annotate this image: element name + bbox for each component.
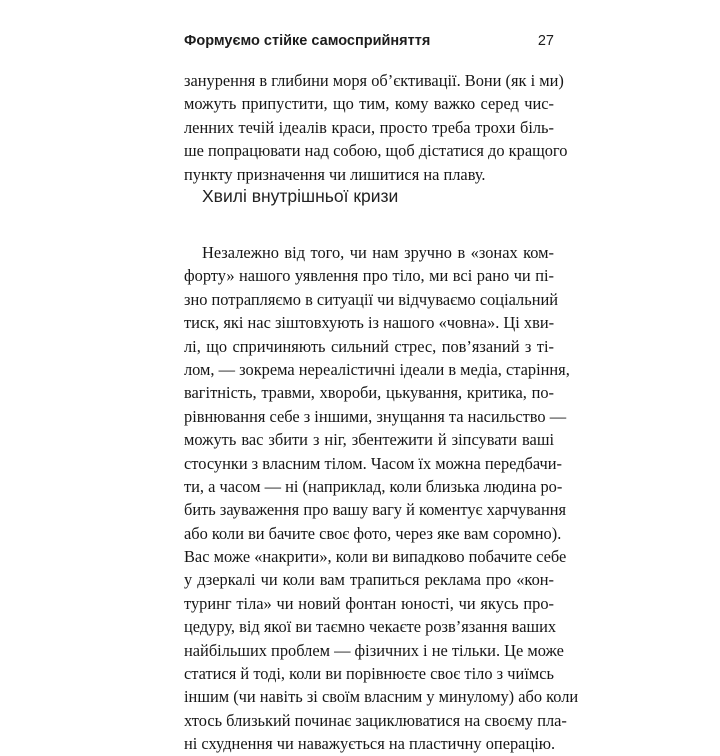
text-line: бить зауваження про вашу вагу й коментує харчування: [184, 500, 567, 520]
text-line: ше попрацювати над собою, щоб дістатися до кращого: [184, 141, 568, 161]
text-line: ти, а часом — ні (наприклад, коли близька людина ро-: [184, 476, 563, 496]
text-line: найбільших проблем — фізичних і не тільки. Це може: [184, 640, 564, 660]
text-line: статися й тоді, коли ви порівнюєте своє тіло з чиїмсь: [184, 664, 554, 684]
text-line: іншим (чи навіть зі своїм власним у минулому) або коли: [184, 687, 579, 707]
text-line: вагітність, травми, хвороби, цькування, критика, по-: [184, 383, 554, 403]
text-line: Незалежно від того, чи нам зручно в «зонах ком-: [202, 243, 554, 262]
text-line: пункту призначення чи лишитися на плаву.: [184, 164, 486, 184]
text-line: форту» нашого уявлення про тіло, ми всі рано чи пі-: [184, 266, 554, 286]
text-line: можуть припустити, що тим, кому важко серед чис-: [184, 94, 554, 114]
paragraph-continuation: [184, 69, 568, 186]
section-heading: Хвилі внутрішньої кризи: [202, 186, 399, 206]
text-line: або коли ви бачите своє фото, через яке вам соромно).: [184, 523, 562, 543]
running-title: Формуємо стійке самосприйняття: [184, 33, 431, 49]
text-line: занурення в глибини моря об’єктивації. Вони (як і ми): [184, 71, 564, 90]
text-line: ні схуднення чи наважується на пластичну операцію.: [184, 734, 556, 754]
text-line: цедуру, від якої ви таємно чекаєте розв’язання ваших: [184, 617, 557, 637]
text-line: можуть вас збити з ніг, збентежити й зіпсувати ваші: [184, 430, 554, 450]
text-line: рівнювання себе з іншими, знущання та насильство —: [184, 406, 567, 426]
text-line: у дзеркалі чи коли вам трапиться реклама про «кон-: [184, 570, 554, 590]
text-line: лом, — зокрема нереалістичні ідеали в медіа, старіння,: [184, 359, 570, 379]
text-line: туринг тіла» чи новий фонтан юності, чи якусь про-: [184, 593, 554, 613]
running-head: [184, 33, 554, 53]
text-line: стосунки з власним тілом. Часом їх можна передбачи-: [184, 453, 562, 473]
text-line: ленних течій ідеалів краси, просто треба трохи біль-: [184, 117, 554, 137]
text-line: зно потрапляємо в ситуації чи відчуваємо соціальний: [184, 289, 559, 309]
page-number: 27: [537, 33, 554, 49]
text-line: тиск, які нас зіштовхують із нашого «човна». Ці хви-: [184, 313, 555, 333]
text-line: хтось близький починає зациклюватися на своєму пла-: [184, 710, 567, 730]
text-line: Вас може «накрити», коли ви випадково побачите себе: [184, 547, 567, 567]
paragraph-body: [184, 241, 579, 756]
text-line: лі, що спричиняють сильний стрес, пов’язаний з ті-: [184, 336, 554, 356]
